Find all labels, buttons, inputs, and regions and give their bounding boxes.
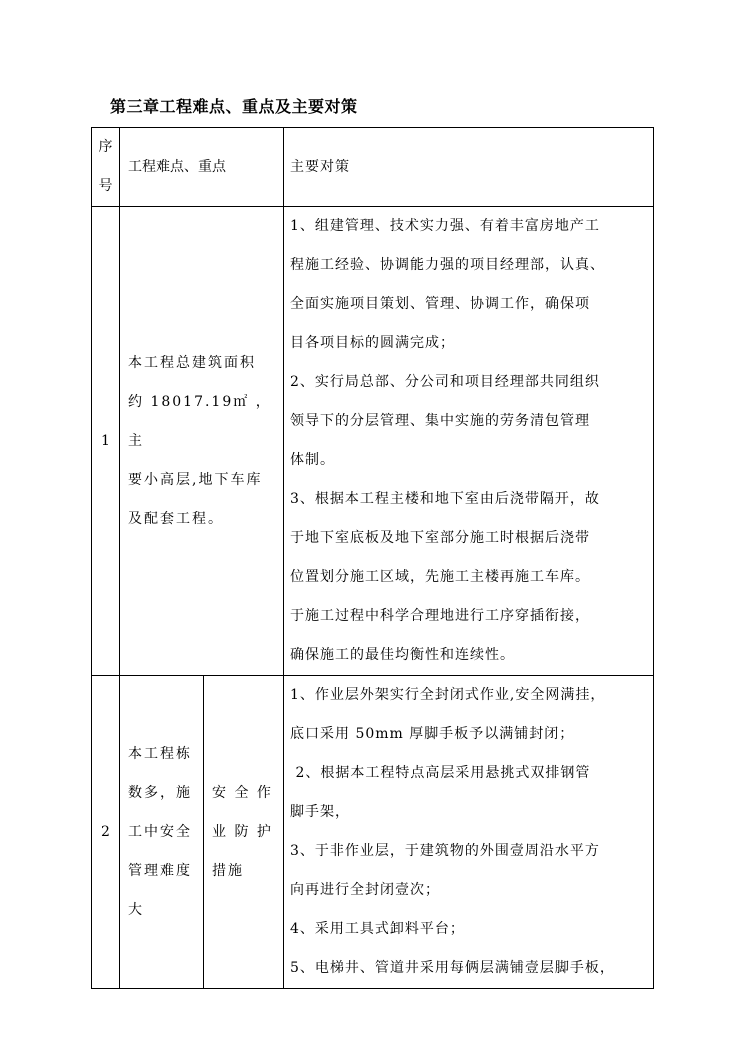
row-strategy: 1、组建管理、技术实力强、有着丰富房地产工 程施工经验、协调能力强的项目经理部，认真、 全面实施项目策划、管理、协调工作，确保项 目各项目标的圆满完成； 2、实行局总部、分公司和项目经理部共同组织 领导下的分层管理、集中实施的劳务清包管理 体制。 3、根据本工程主楼和地下室由后浇带隔开，故 于地下室底板及地下室部分施工时根据后浇带 位置划分施工区域，先施工主楼再施工车库。 于施工过程中科学合理地进行工序穿插衔接， 确保施工的最佳均衡性和连续性。 xyxy=(284,207,654,676)
header-seq: 序号 xyxy=(92,128,120,207)
table-row xyxy=(92,676,654,989)
row-sub-category: 安 全 作 业 防 护 措施 xyxy=(204,676,284,989)
header-strategy: 主要对策 xyxy=(284,128,654,207)
table-row xyxy=(92,207,654,676)
header-difficulty: 工程难点、重点 xyxy=(120,128,284,207)
measures-table xyxy=(91,127,654,989)
row-strategy: 1、作业层外架实行全封闭式作业,安全网满挂， 底口采用 50mm 厚脚手板予以满铺封闭； 2、根据本工程特点高层采用悬挑式双排钢管 脚手架， 3、于非作业层，于建筑物的外围壹周沿水平方 向再进行全封闭壹次； 4、采用工具式卸料平台； 5、电梯井、管道井采用每俩层满铺壹层脚手板， xyxy=(284,676,654,989)
page-title: 第三章工程难点、重点及主要对策 xyxy=(110,97,358,116)
table-header-row xyxy=(92,128,654,207)
row-seq: 1 xyxy=(92,207,120,676)
row-difficulty: 本工程栋 数多，施 工中安全 管理难度 大 xyxy=(120,676,204,989)
row-seq: 2 xyxy=(92,676,120,989)
row-difficulty: 本工程总建筑面积 约 18017.19㎡ ，主 要小高层,地下车库 及配套工程。 xyxy=(120,207,284,676)
